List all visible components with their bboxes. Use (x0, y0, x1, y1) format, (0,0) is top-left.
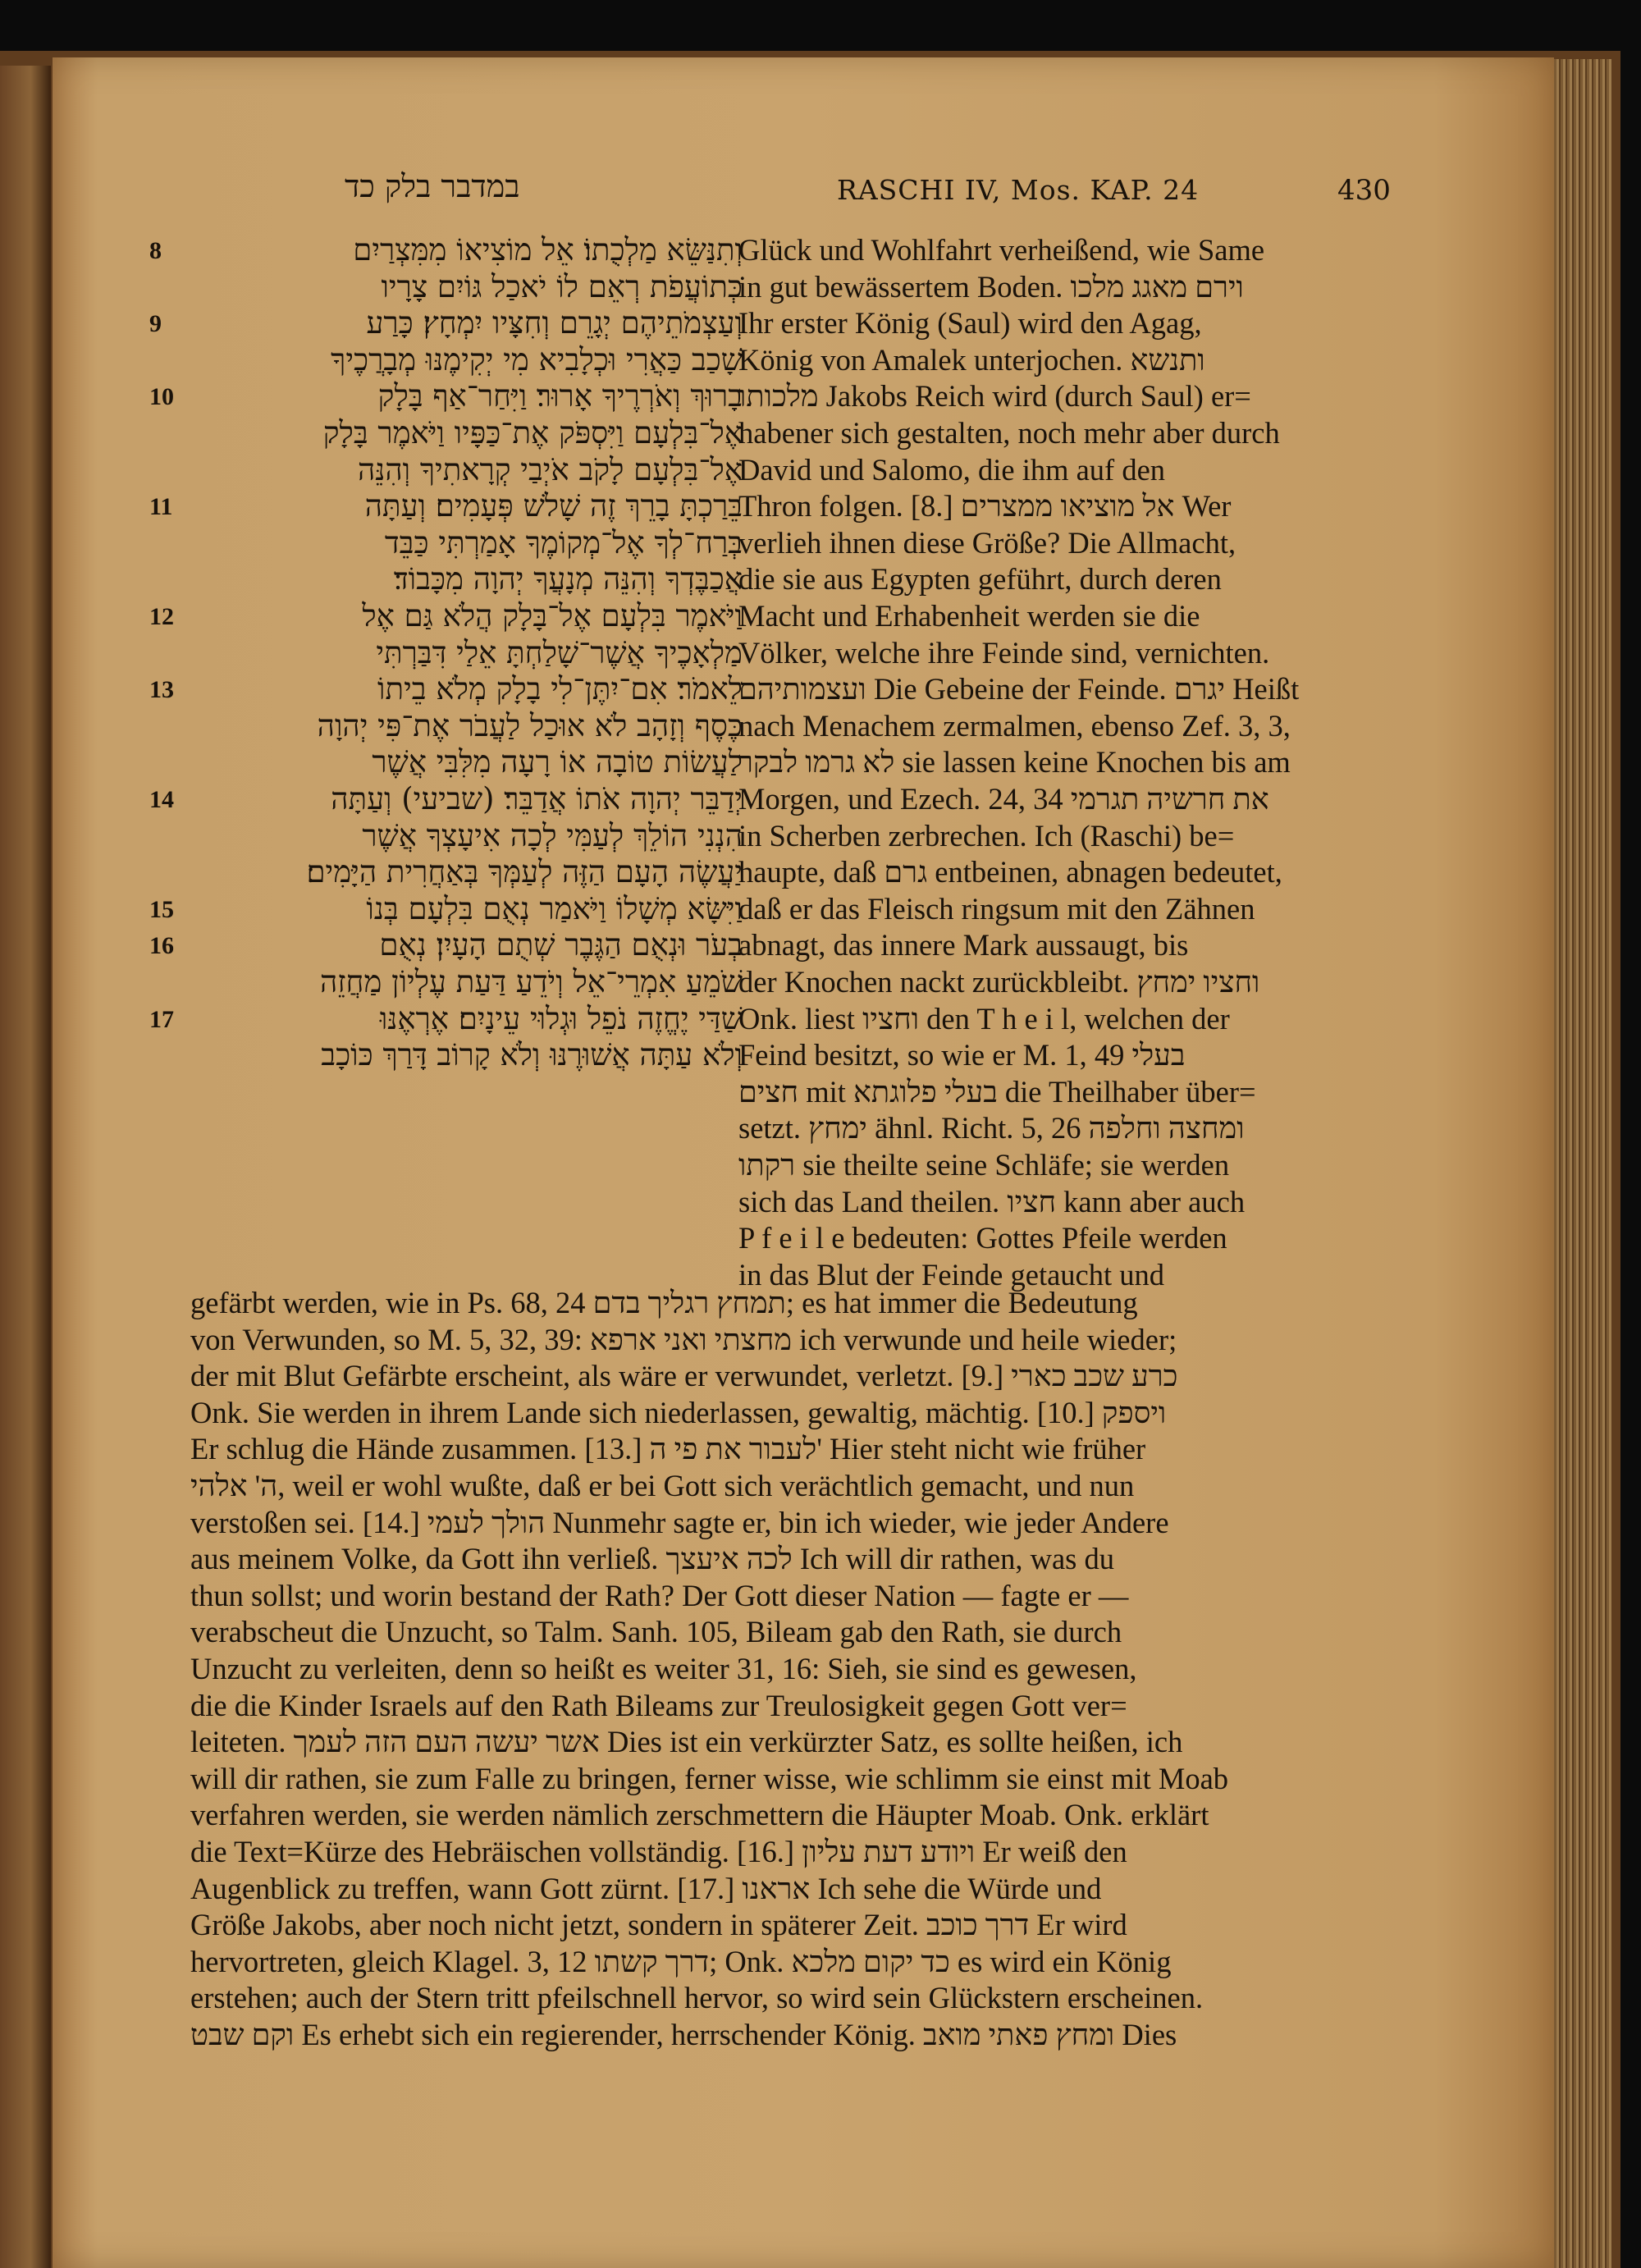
commentary-line: Morgen, und Ezech. 24, 34 את חרשיה תגרמי (738, 782, 1269, 816)
hebrew-line: שַׁדַּי יֶחֱזֶה נֹפֵל וּגְלוּי עֵינָיִם׃ אֶרְאֶנּוּ (379, 1000, 743, 1036)
commentary-line: verfahren werden, sie werden nämlich zerschmettern die Häupter Moab. Onk. erklärt (190, 1798, 1209, 1832)
hebrew-line: אֲכַבֶּדְךָ וְהִנֵּה מְנָעֲךָ יְהוָה מִכָּבוֹד׃ (393, 561, 743, 597)
commentary-line: thun sollst; und worin bestand der Rath? Der Gott dieser Nation — fagte er — (190, 1578, 1129, 1612)
commentary-line: וקם שבט Es erhebt sich ein regierender, herrschender König. ומחץ פאתי מואב Dies (190, 2018, 1177, 2051)
hebrew-line: וְתִנַּשֵּׂא מַלְכֻתוֹ׃ אֵל מוֹצִיאוֹ מִמִּצְרַיִם (353, 232, 743, 267)
hebrew-line: מַלְאָכֶיךָ אֲשֶׁר־שָׁלַחְתָּ אֵלַי דִּבַּרְתִּי (376, 634, 743, 670)
commentary-line: verlieh ihnen diese Größe? Die Allmacht, (738, 525, 1236, 560)
hebrew-line: יַעֲשֶׂה הָעָם הַזֶּה לְעַמְּךָ בְּאַחֲרִית הַיָּמִים׃ (306, 854, 743, 890)
hebrew-line: וְלֹא עַתָּה אֲשׁוּרֶנּוּ וְלֹא קָרוֹב דָּרַךְ כּוֹכָב (321, 1037, 743, 1073)
commentary-line: Onk. liest וחציו den T h e i l, welchen der (738, 1001, 1230, 1036)
hebrew-line: וַיֹּאמֶר בִּלְעָם אֶל־בָּלָק הֲלֹא גַּם אֶל (362, 598, 743, 633)
page-edges (1554, 59, 1611, 2268)
book-spine (0, 66, 51, 2268)
commentary-line: von Verwunden, so M. 5, 32, 39: מחצתי ואני ארפא ich verwunde und heile wieder; (190, 1322, 1177, 1356)
verse-number: 15 (149, 895, 174, 923)
hebrew-line: כְּתוֹעֲפֹת רְאֵם לוֹ יֹאכַל גּוֹיִם צָרָיו (381, 268, 743, 304)
commentary-line: in gut bewässertem Boden. וירם מאגג מלכו (738, 269, 1244, 304)
commentary-line: sich das Land theilen. חציו kann aber auch (738, 1184, 1246, 1219)
commentary-line: der Knochen nackt zurückbleibt. וחציו ימחץ (738, 965, 1260, 999)
hebrew-line: וְעַצְמֹתֵיהֶם יְגָרֵם וְחִצָּיו יִמְחָץ׃ כָּרַע (366, 305, 743, 341)
commentary-line: aus meinem Volke, da Gott ihn verließ. לכה איעצך Ich will dir rathen, was du (190, 1542, 1115, 1576)
commentary-line: gefärbt werden, wie in Ps. 68, 24 תמחץ רגליך בדם; es hat immer die Bedeutung (190, 1286, 1138, 1319)
commentary-line: die sie aus Egypten geführt, durch deren (738, 562, 1222, 597)
commentary-line: in Scherben zerbrechen. Ich (Raschi) be= (738, 818, 1235, 853)
hebrew-line: אֶל־בִּלְעָם וַיִּסְפֹּק אֶת־כַּפָּיו וַיֹּאמֶר בָּלָק (322, 415, 743, 450)
hebrew-line: לַעֲשׂוֹת טוֹבָה אוֹ רָעָה מִלִּבִּי אֲשֶׁר (372, 744, 743, 780)
commentary-line: nach Menachem zermalmen, ebenso Zef. 3, 3, (738, 708, 1291, 743)
commentary-line: לא גרמו לבקר sie lassen keine Knochen bis am (738, 745, 1291, 780)
hebrew-line: אֶל־בִּלְעָם לָקֹב אֹיְבַי קְרָאתִיךָ וְהִנֵּה (358, 451, 743, 487)
commentary-line: Größe Jakobs, aber noch nicht jetzt, sondern in späterer Zeit. דרך כוכב Er wird (190, 1908, 1127, 1942)
hebrew-line: שֹׁמֵעַ אִמְרֵי־אֵל וְיֹדֵעַ דַּעַת עֶלְיוֹן מַחֲזֵה (319, 964, 743, 999)
commentary-line: Ihr erster König (Saul) wird den Agag, (738, 306, 1202, 341)
verse-number: 13 (149, 676, 174, 704)
commentary-line: Feind besitzt, so wie er M. 1, 49 בעלי (738, 1038, 1186, 1072)
header-hebrew-title: במדבר בלק כד (345, 168, 520, 204)
verse-number: 9 (149, 310, 162, 338)
hebrew-line: כֶּסֶף וְזָהָב לֹא אוּכַל לַעֲבֹר אֶת־פִּי יְהוָה (317, 707, 743, 743)
commentary-line: der mit Blut Gefärbte erscheint, als wäre er verwundet, verletzt. [9.] כרע שכב כארי (190, 1359, 1178, 1393)
hebrew-line: בֵּרַכְתָּ בָרֵךְ זֶה שָׁלֹשׁ פְּעָמִים׃ וְעַתָּה (364, 488, 743, 524)
commentary-line: verabscheut die Unzucht, so Talm. Sanh. 105, Bileam gab den Rath, sie durch (190, 1615, 1122, 1649)
commentary-line: setzt. ימחץ ähnl. Richt. 5, 26 ומחצה וחלפה (738, 1111, 1245, 1145)
commentary-line: abnagt, das innere Mark aussaugt, bis (738, 928, 1189, 963)
verse-number: 16 (149, 932, 174, 960)
hebrew-line: בְּרַח־לְךָ אֶל־מְקוֹמֶךָ אָמַרְתִּי כַּבֵּד (384, 524, 743, 560)
hebrew-line: בְעֹר וּנְאֻם הַגֶּבֶר שְׁתֻם הָעָיִן׃ נְאֻם (379, 927, 743, 963)
commentary-line: habener sich gestalten, noch mehr aber durch (738, 416, 1280, 450)
commentary-line: David und Salomo, die ihm auf den (738, 452, 1166, 487)
commentary-line: erstehen; auch der Stern tritt pfeilschnell hervor, so wird sein Glückstern erscheinen. (190, 1981, 1204, 2015)
commentary-line: Macht und Erhabenheit werden sie die (738, 599, 1200, 633)
commentary-line: חצים mit בעלי פלוגתא die Theilhaber über= (738, 1074, 1256, 1109)
commentary-line: Augenblick zu treffen, wann Gott zürnt. [17.] אראנו Ich sehe die Würde und (190, 1871, 1102, 1905)
verse-number: 17 (149, 1005, 174, 1033)
commentary-line: Thron folgen. [8.] אל מוציאו ממצרים Wer (738, 489, 1232, 524)
commentary-line: hervortreten, gleich Klagel. 3, 12 דרך קשתו; Onk. כד יקום מלכא es wird ein König (190, 1944, 1172, 1978)
commentary-line: Völker, welche ihre Feinde sind, vernichten. (738, 635, 1270, 670)
commentary-line: daß er das Fleisch ringsum mit den Zähnen (738, 891, 1255, 926)
commentary-line: will dir rathen, sie zum Falle zu bringen, ferner wisse, wie schlimm sie einst mit Moab (190, 1761, 1229, 1795)
commentary-line: P f e i l e bedeuten: Gottes Pfeile werden (738, 1221, 1227, 1255)
commentary-line: רקתו sie theilte seine Schläfe; sie werden (738, 1148, 1230, 1182)
hebrew-line: שָׁכַב כַּאֲרִי וּכְלָבִיא מִי יְקִימֶנּוּ מְבָרֲכֶיךָ (331, 341, 743, 377)
commentary-line: König von Amalek unterjochen. ותנשא (738, 342, 1205, 377)
commentary-line: Unzucht zu verleiten, denn so heißt es weiter 31, 16: Sieh, sie sind es gewesen, (190, 1652, 1137, 1685)
verse-number: 8 (149, 237, 162, 264)
hebrew-line: וַיִּשָּׂא מְשָׁלוֹ וַיֹּאמַר נְאֻם בִּלְעָם בְּנוֹ (366, 890, 743, 926)
commentary-line: die die Kinder Israels auf den Rath Bileams zur Treulosigkeit gegen Gott ver= (190, 1688, 1127, 1722)
commentary-line: מלכותו Jakobs Reich wird (durch Saul) er= (738, 379, 1251, 414)
commentary-line: in das Blut der Feinde getaucht und (738, 1257, 1165, 1292)
commentary-line: ה' אלהי, weil er wohl wußte, daß er bei Gott sich verächtlich gemacht, und nun (190, 1469, 1135, 1502)
hebrew-line: יְדַבֵּר יְהוָה אֹתוֹ אֲדַבֵּר׃ (שביעי) וְעַתָּה (331, 781, 743, 816)
commentary-line: die Text=Kürze des Hebräischen vollständig. [16.] ויודע דעת עליון Er weiß den (190, 1835, 1127, 1868)
commentary-line: haupte, daß גרם entbeinen, abnagen bedeutet, (738, 855, 1282, 889)
hebrew-line: בָרוּךְ וְאֹרְרֶיךָ אָרוּר׃ וַיִּחַר־אַף בָּלָק (377, 378, 743, 414)
verse-number: 14 (149, 786, 174, 813)
commentary-line: Glück und Wohlfahrt verheißend, wie Same (738, 233, 1265, 267)
verse-number: 10 (149, 383, 174, 411)
page-number: 430 (1337, 174, 1391, 207)
verse-number: 11 (149, 493, 173, 521)
commentary-line: Onk. Sie werden in ihrem Lande sich niederlassen, gewaltig, mächtig. [10.] ויספק (190, 1395, 1167, 1429)
commentary-line: Er schlug die Hände zusammen. [13.] לעבור את פי ה' Hier steht nicht wie früher (190, 1432, 1146, 1466)
commentary-line: ועצמותיהם Die Gebeine der Feinde. יגרם Heißt (738, 672, 1300, 706)
commentary-line: leiteten. אשר יעשה העם הזה לעמך Dies ist ein verkürzter Satz, es sollte heißen, ich (190, 1725, 1183, 1759)
hebrew-line: לֵאמֹר׃ אִם־יִתֶּן־לִי בָלָק מְלֹא בֵיתוֹ (377, 671, 743, 707)
verse-number: 12 (149, 603, 174, 630)
hebrew-line: הִנְנִי הוֹלֵךְ לְעַמִּי לְכָה אִיעָצְךָ אֲשֶׁר (362, 817, 743, 853)
header-running-title: RASCHI IV, Mos. KAP. 24 (837, 174, 1200, 206)
commentary-line: verstoßen sei. [14.] הולך לעמי Nunmehr sagte er, bin ich wieder, wie jeder Andere (190, 1505, 1169, 1539)
